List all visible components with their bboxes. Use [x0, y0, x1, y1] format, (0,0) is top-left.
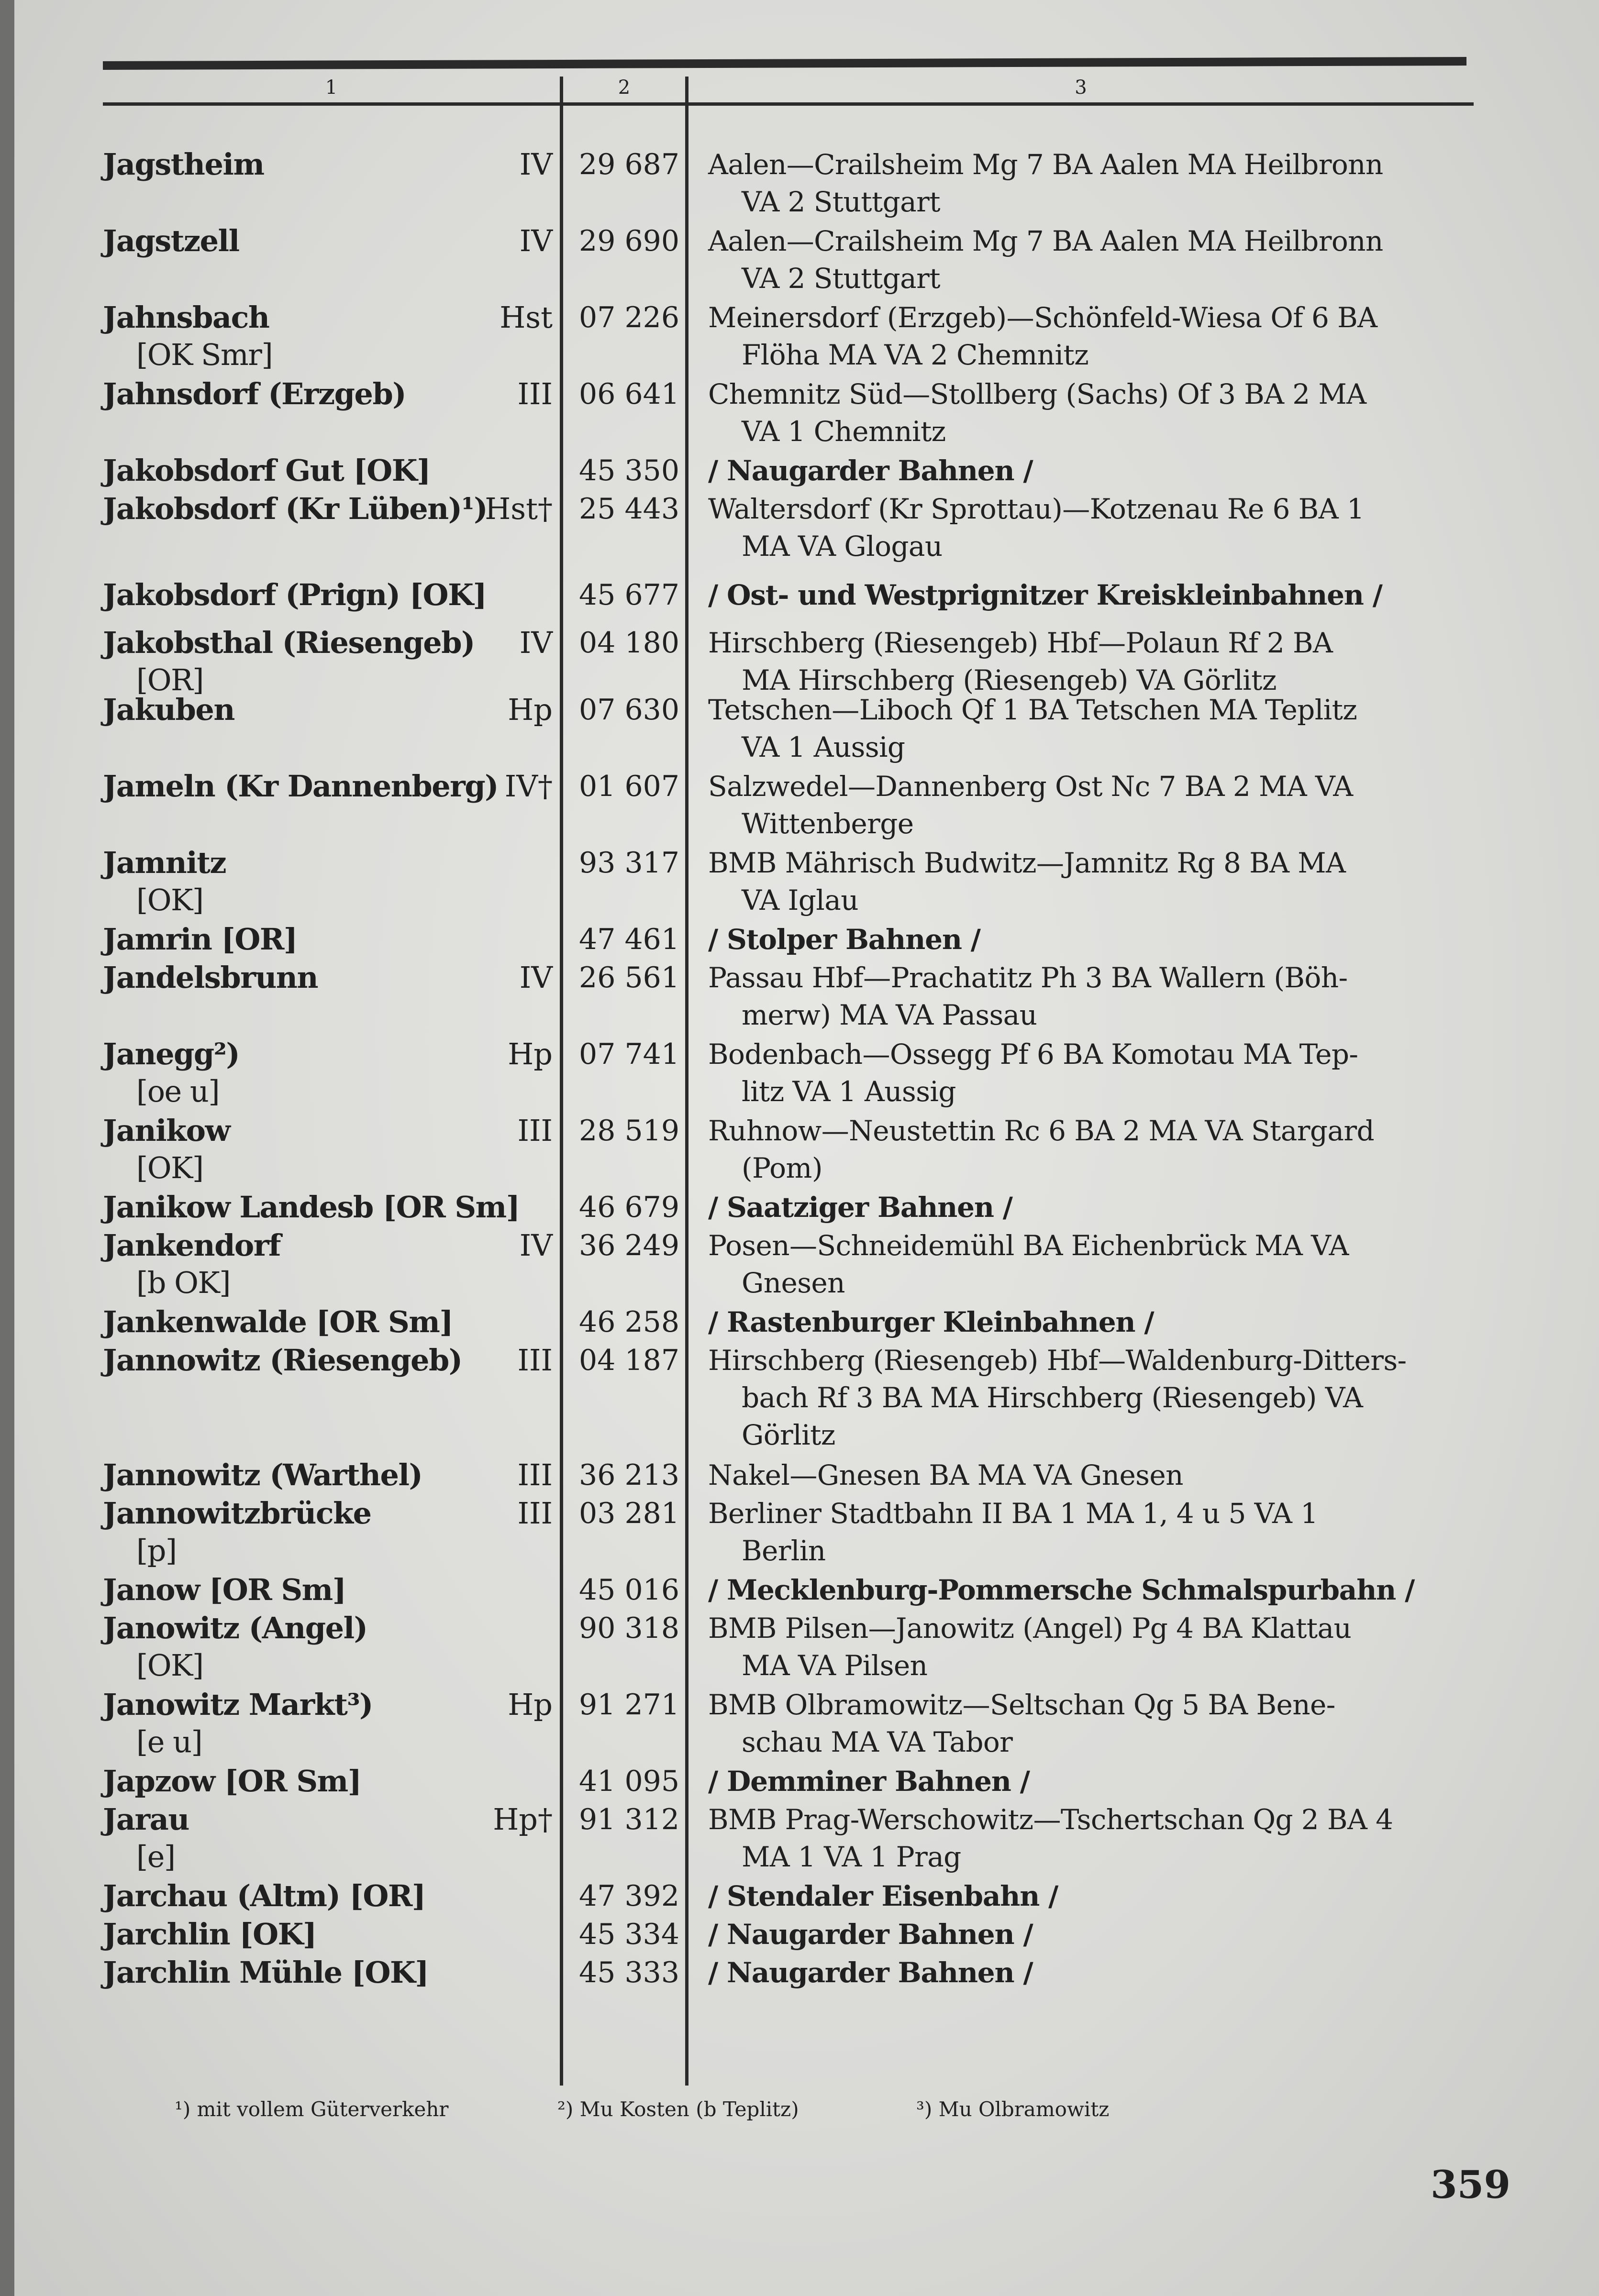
station-name — [103, 146, 486, 183]
station-name — [103, 959, 486, 996]
route-description-line: VA 1 Chemnitz — [742, 415, 946, 448]
route-description — [708, 1495, 1478, 1569]
station-number: 41 095 — [579, 1765, 679, 1798]
station-number: 36 249 — [579, 1229, 679, 1262]
route-description-line: MA VA Glogau — [742, 530, 943, 563]
station-number: 29 690 — [579, 224, 679, 258]
route-description-line: / Rastenburger Kleinbahnen / — [708, 1306, 1154, 1338]
station-name-text: Jakobsdorf (Kr Lüben)¹) — [103, 491, 488, 526]
station-qualifier: [OR] — [136, 662, 203, 697]
station-qualifier: [OK] — [136, 1150, 203, 1185]
route-description — [708, 375, 1478, 450]
station-name — [103, 1877, 486, 1915]
route-description-line: merw) MA VA Passau — [742, 999, 1037, 1031]
route-description-line: VA 2 Stuttgart — [742, 186, 940, 218]
header-rule — [103, 102, 1474, 106]
route-description-line: Görlitz — [742, 1419, 835, 1451]
route-description — [708, 1954, 1478, 1991]
station-name — [103, 1112, 486, 1187]
station-class: Hst† — [485, 491, 553, 526]
station-name-text: Jarchau (Altm) [OR] — [103, 1878, 425, 1913]
station-name-text: Jandelsbrunn — [103, 960, 318, 995]
route-description — [708, 576, 1478, 614]
station-number: 46 679 — [579, 1191, 679, 1224]
route-description — [708, 1571, 1478, 1609]
station-name-text: Jameln (Kr Dannenberg) — [103, 769, 499, 804]
station-name-text: Jarchlin Mühle [OK] — [103, 1955, 429, 1990]
column-divider-2 — [685, 77, 688, 2086]
route-description-line: Gnesen — [742, 1267, 845, 1299]
route-description — [708, 624, 1478, 699]
station-number: 93 317 — [579, 846, 679, 880]
route-description-line: Berlin — [742, 1534, 826, 1567]
station-name — [103, 624, 486, 699]
route-description-line: Wittenberge — [742, 807, 914, 840]
station-name — [103, 1801, 486, 1876]
station-qualifier: [e] — [136, 1839, 175, 1874]
column-header-3: 3 — [1075, 77, 1087, 99]
column-header-2: 2 — [618, 77, 631, 99]
route-description-line: VA Iglau — [742, 884, 858, 916]
route-description-line: MA VA Pilsen — [742, 1649, 928, 1682]
route-description-line: Ruhnow—Neustettin Rc 6 BA 2 MA VA Stargard — [708, 1115, 1374, 1147]
station-number: 47 392 — [579, 1879, 679, 1913]
station-number: 06 641 — [579, 377, 679, 411]
column-header-1: 1 — [325, 77, 338, 99]
route-description — [708, 1801, 1478, 1876]
station-qualifier: [p] — [136, 1533, 177, 1568]
route-description — [708, 1112, 1478, 1187]
station-name-text: Janikow — [103, 1113, 230, 1148]
station-class: Hp — [508, 1687, 553, 1722]
station-class: IV — [519, 960, 553, 995]
station-qualifier: [OK] — [136, 883, 203, 917]
station-name — [103, 299, 486, 374]
station-name-text: Jannowitzbrücke — [103, 1496, 371, 1531]
station-name — [103, 452, 486, 489]
route-description-line: / Demminer Bahnen / — [708, 1765, 1030, 1798]
station-class: Hp — [508, 1037, 553, 1071]
station-class: III — [517, 1457, 553, 1492]
station-name-text: Jahnsdorf (Erzgeb) — [103, 376, 406, 411]
station-name — [103, 1495, 486, 1569]
route-description — [708, 1877, 1478, 1915]
route-description — [708, 1036, 1478, 1110]
station-name-text: Janowitz (Angel) — [103, 1611, 367, 1645]
route-description-line: / Mecklenburg-Pommersche Schmalspurbahn / — [708, 1574, 1415, 1606]
station-name-text: Jakobsthal (Riesengeb) — [103, 625, 475, 660]
station-name — [103, 1303, 486, 1341]
station-name — [103, 1610, 486, 1684]
station-number: 91 312 — [579, 1803, 679, 1836]
station-class: IV — [519, 1228, 553, 1263]
station-name-text: Janegg²) — [103, 1037, 240, 1071]
station-name — [103, 1036, 486, 1110]
station-number: 07 630 — [579, 693, 679, 727]
route-description — [708, 1342, 1478, 1454]
route-description — [708, 921, 1478, 958]
station-class: IV — [519, 223, 553, 258]
station-name-text: Jankenwalde [OR Sm] — [103, 1304, 453, 1339]
station-number: 91 271 — [579, 1688, 679, 1722]
station-name — [103, 768, 499, 805]
footnote-2: ²) Mu Kosten (b Teplitz) — [557, 2097, 799, 2121]
page-number: 359 — [1431, 2162, 1510, 2207]
station-name — [103, 1227, 486, 1302]
station-name — [103, 921, 486, 958]
station-class: IV — [519, 147, 553, 182]
station-name-text: Jagstzell — [103, 223, 239, 258]
station-name-text: Jakobsdorf (Prign) [OK] — [103, 577, 487, 612]
station-number: 07 741 — [579, 1038, 679, 1071]
station-number: 45 334 — [579, 1918, 679, 1951]
station-name-text: Jankendorf — [103, 1228, 281, 1263]
station-name-text: Jakobsdorf Gut [OK] — [103, 453, 431, 488]
station-name-text: Janowitz Markt³) — [103, 1687, 373, 1722]
station-number: 90 318 — [579, 1612, 679, 1645]
route-description-line: / Naugarder Bahnen / — [708, 454, 1033, 487]
route-description-line: / Stendaler Eisenbahn / — [708, 1880, 1058, 1912]
station-name — [103, 222, 486, 260]
route-description-line: / Stolper Bahnen / — [708, 923, 980, 956]
footnote-1: ¹) mit vollem Güterverkehr — [175, 2097, 449, 2121]
station-qualifier: [e u] — [136, 1724, 202, 1759]
station-class: III — [517, 1343, 553, 1378]
station-name — [103, 1571, 486, 1609]
route-description-line: bach Rf 3 BA MA Hirschberg (Riesengeb) VA — [742, 1381, 1363, 1414]
route-description-line: Berliner Stadtbahn II BA 1 MA 1, 4 u 5 VA 1 — [708, 1497, 1318, 1530]
route-description-line: Chemnitz Süd—Stollberg (Sachs) Of 3 BA 2 MA — [708, 378, 1366, 410]
station-name — [103, 576, 486, 614]
route-description — [708, 1227, 1478, 1302]
route-description-line: Aalen—Crailsheim Mg 7 BA Aalen MA Heilbronn — [708, 225, 1383, 257]
station-class: Hst — [500, 300, 553, 335]
station-number: 46 258 — [579, 1305, 679, 1339]
route-description-line: litz VA 1 Aussig — [742, 1075, 956, 1108]
route-description-line: Hirschberg (Riesengeb) Hbf—Waldenburg-Ditters- — [708, 1344, 1407, 1377]
station-number: 04 187 — [579, 1344, 679, 1377]
station-number: 36 213 — [579, 1458, 679, 1492]
column-divider-1 — [560, 77, 563, 2086]
route-description-line: Salzwedel—Dannenberg Ost Nc 7 BA 2 MA VA — [708, 770, 1353, 803]
station-name-text: Janow [OR Sm] — [103, 1572, 346, 1607]
station-number: 25 443 — [579, 492, 679, 526]
station-class: III — [517, 376, 553, 411]
station-name — [103, 1686, 486, 1761]
route-description-line: schau MA VA Tabor — [742, 1726, 1013, 1758]
route-description-line: Passau Hbf—Prachatitz Ph 3 BA Wallern (Böh- — [708, 961, 1348, 994]
station-number: 47 461 — [579, 923, 679, 956]
route-description — [708, 768, 1478, 842]
route-description-line: Waltersdorf (Kr Sprottau)—Kotzenau Re 6 BA 1 — [708, 493, 1365, 525]
station-name-text: Jahnsbach — [103, 300, 269, 335]
route-description-line: / Saatziger Bahnen / — [708, 1191, 1012, 1224]
route-description-line: / Naugarder Bahnen / — [708, 1956, 1033, 1989]
footnote-3: ³) Mu Olbramowitz — [916, 2097, 1110, 2121]
route-description — [708, 1457, 1478, 1494]
station-class: Hp† — [493, 1802, 553, 1837]
route-description-line: / Naugarder Bahnen / — [708, 1918, 1033, 1951]
route-description-line: BMB Mährisch Budwitz—Jamnitz Rg 8 BA MA — [708, 847, 1346, 879]
station-number: 04 180 — [579, 626, 679, 660]
route-description — [708, 1189, 1478, 1226]
station-name — [103, 1954, 486, 1991]
route-description-line: MA 1 VA 1 Prag — [742, 1841, 961, 1873]
station-class: III — [517, 1496, 553, 1531]
route-description — [708, 222, 1478, 297]
station-name-text: Janikow Landesb [OR Sm] — [103, 1190, 520, 1225]
station-number: 26 561 — [579, 961, 679, 994]
station-name — [103, 490, 486, 528]
route-description-line: Bodenbach—Ossegg Pf 6 BA Komotau MA Tep- — [708, 1038, 1358, 1071]
station-name — [103, 375, 486, 413]
station-qualifier: [oe u] — [136, 1074, 220, 1109]
route-description — [708, 1610, 1478, 1684]
station-name — [103, 1763, 486, 1800]
station-name — [103, 1916, 486, 1953]
route-description-line: Aalen—Crailsheim Mg 7 BA Aalen MA Heilbronn — [708, 148, 1383, 181]
station-name-text: Jannowitz (Riesengeb) — [103, 1343, 462, 1378]
station-name-text: Jagstheim — [103, 147, 264, 182]
station-class: Hp — [508, 692, 553, 727]
route-description-line: VA 1 Aussig — [742, 731, 905, 763]
station-number: 28 519 — [579, 1114, 679, 1148]
station-class: III — [517, 1113, 553, 1148]
book-spine-shadow — [0, 0, 14, 2296]
route-description-line: / Ost- und Westprignitzer Kreiskleinbahnen / — [708, 579, 1382, 611]
station-qualifier: [OK Smr] — [136, 337, 273, 372]
station-number: 07 226 — [579, 301, 679, 334]
station-name-text: Jamnitz — [103, 845, 226, 880]
route-description — [708, 1916, 1478, 1953]
route-description — [708, 1686, 1478, 1761]
route-description — [708, 844, 1478, 919]
route-description-line: Nakel—Gnesen BA MA VA Gnesen — [708, 1459, 1183, 1491]
route-description-line: VA 2 Stuttgart — [742, 262, 940, 295]
station-name-text: Jarau — [103, 1802, 189, 1837]
station-name-text: Jakuben — [103, 692, 234, 727]
route-description — [708, 490, 1478, 565]
station-name — [103, 1189, 520, 1226]
station-qualifier: [OK] — [136, 1648, 203, 1683]
route-description — [708, 146, 1478, 221]
route-description-line: (Pom) — [742, 1152, 822, 1184]
station-name — [103, 691, 486, 729]
route-description — [708, 959, 1478, 1034]
station-number: 45 333 — [579, 1956, 679, 1989]
station-number: 01 607 — [579, 770, 679, 803]
station-number: 03 281 — [579, 1497, 679, 1530]
station-name-text: Japzow [OR Sm] — [103, 1764, 361, 1799]
route-description — [708, 1303, 1478, 1341]
route-description-line: Flöha MA VA 2 Chemnitz — [742, 339, 1089, 371]
station-name-text: Jannowitz (Warthel) — [103, 1457, 422, 1492]
station-name-text: Jamrin [OR] — [103, 922, 297, 957]
route-description-line: Tetschen—Liboch Qf 1 BA Tetschen MA Teplitz — [708, 694, 1357, 726]
route-description-line: BMB Pilsen—Janowitz (Angel) Pg 4 BA Klattau — [708, 1612, 1352, 1645]
route-description-line: MA Hirschberg (Riesengeb) VA Görlitz — [742, 664, 1277, 696]
station-qualifier: [b OK] — [136, 1265, 230, 1300]
station-name — [103, 844, 486, 919]
top-rule — [103, 57, 1466, 70]
station-name — [103, 1457, 486, 1494]
station-class: IV† — [504, 769, 553, 804]
route-description — [708, 299, 1478, 374]
station-number: 29 687 — [579, 148, 679, 181]
route-description — [708, 691, 1478, 766]
route-description-line: BMB Olbramowitz—Seltschan Qg 5 BA Bene- — [708, 1689, 1335, 1721]
station-number: 45 350 — [579, 454, 679, 487]
route-description-line: Hirschberg (Riesengeb) Hbf—Polaun Rf 2 BA — [708, 627, 1333, 659]
station-class: IV — [519, 625, 553, 660]
station-name — [103, 1342, 486, 1379]
station-name-text: Jarchlin [OK] — [103, 1917, 316, 1952]
station-number: 45 016 — [579, 1573, 679, 1607]
route-description-line: Posen—Schneidemühl BA Eichenbrück MA VA — [708, 1229, 1349, 1262]
station-number: 45 677 — [579, 578, 679, 612]
route-description-line: Meinersdorf (Erzgeb)—Schönfeld-Wiesa Of 6 BA — [708, 301, 1377, 334]
route-description-line: BMB Prag-Werschowitz—Tschertschan Qg 2 BA 4 — [708, 1803, 1393, 1836]
route-description — [708, 452, 1478, 489]
route-description — [708, 1763, 1478, 1800]
